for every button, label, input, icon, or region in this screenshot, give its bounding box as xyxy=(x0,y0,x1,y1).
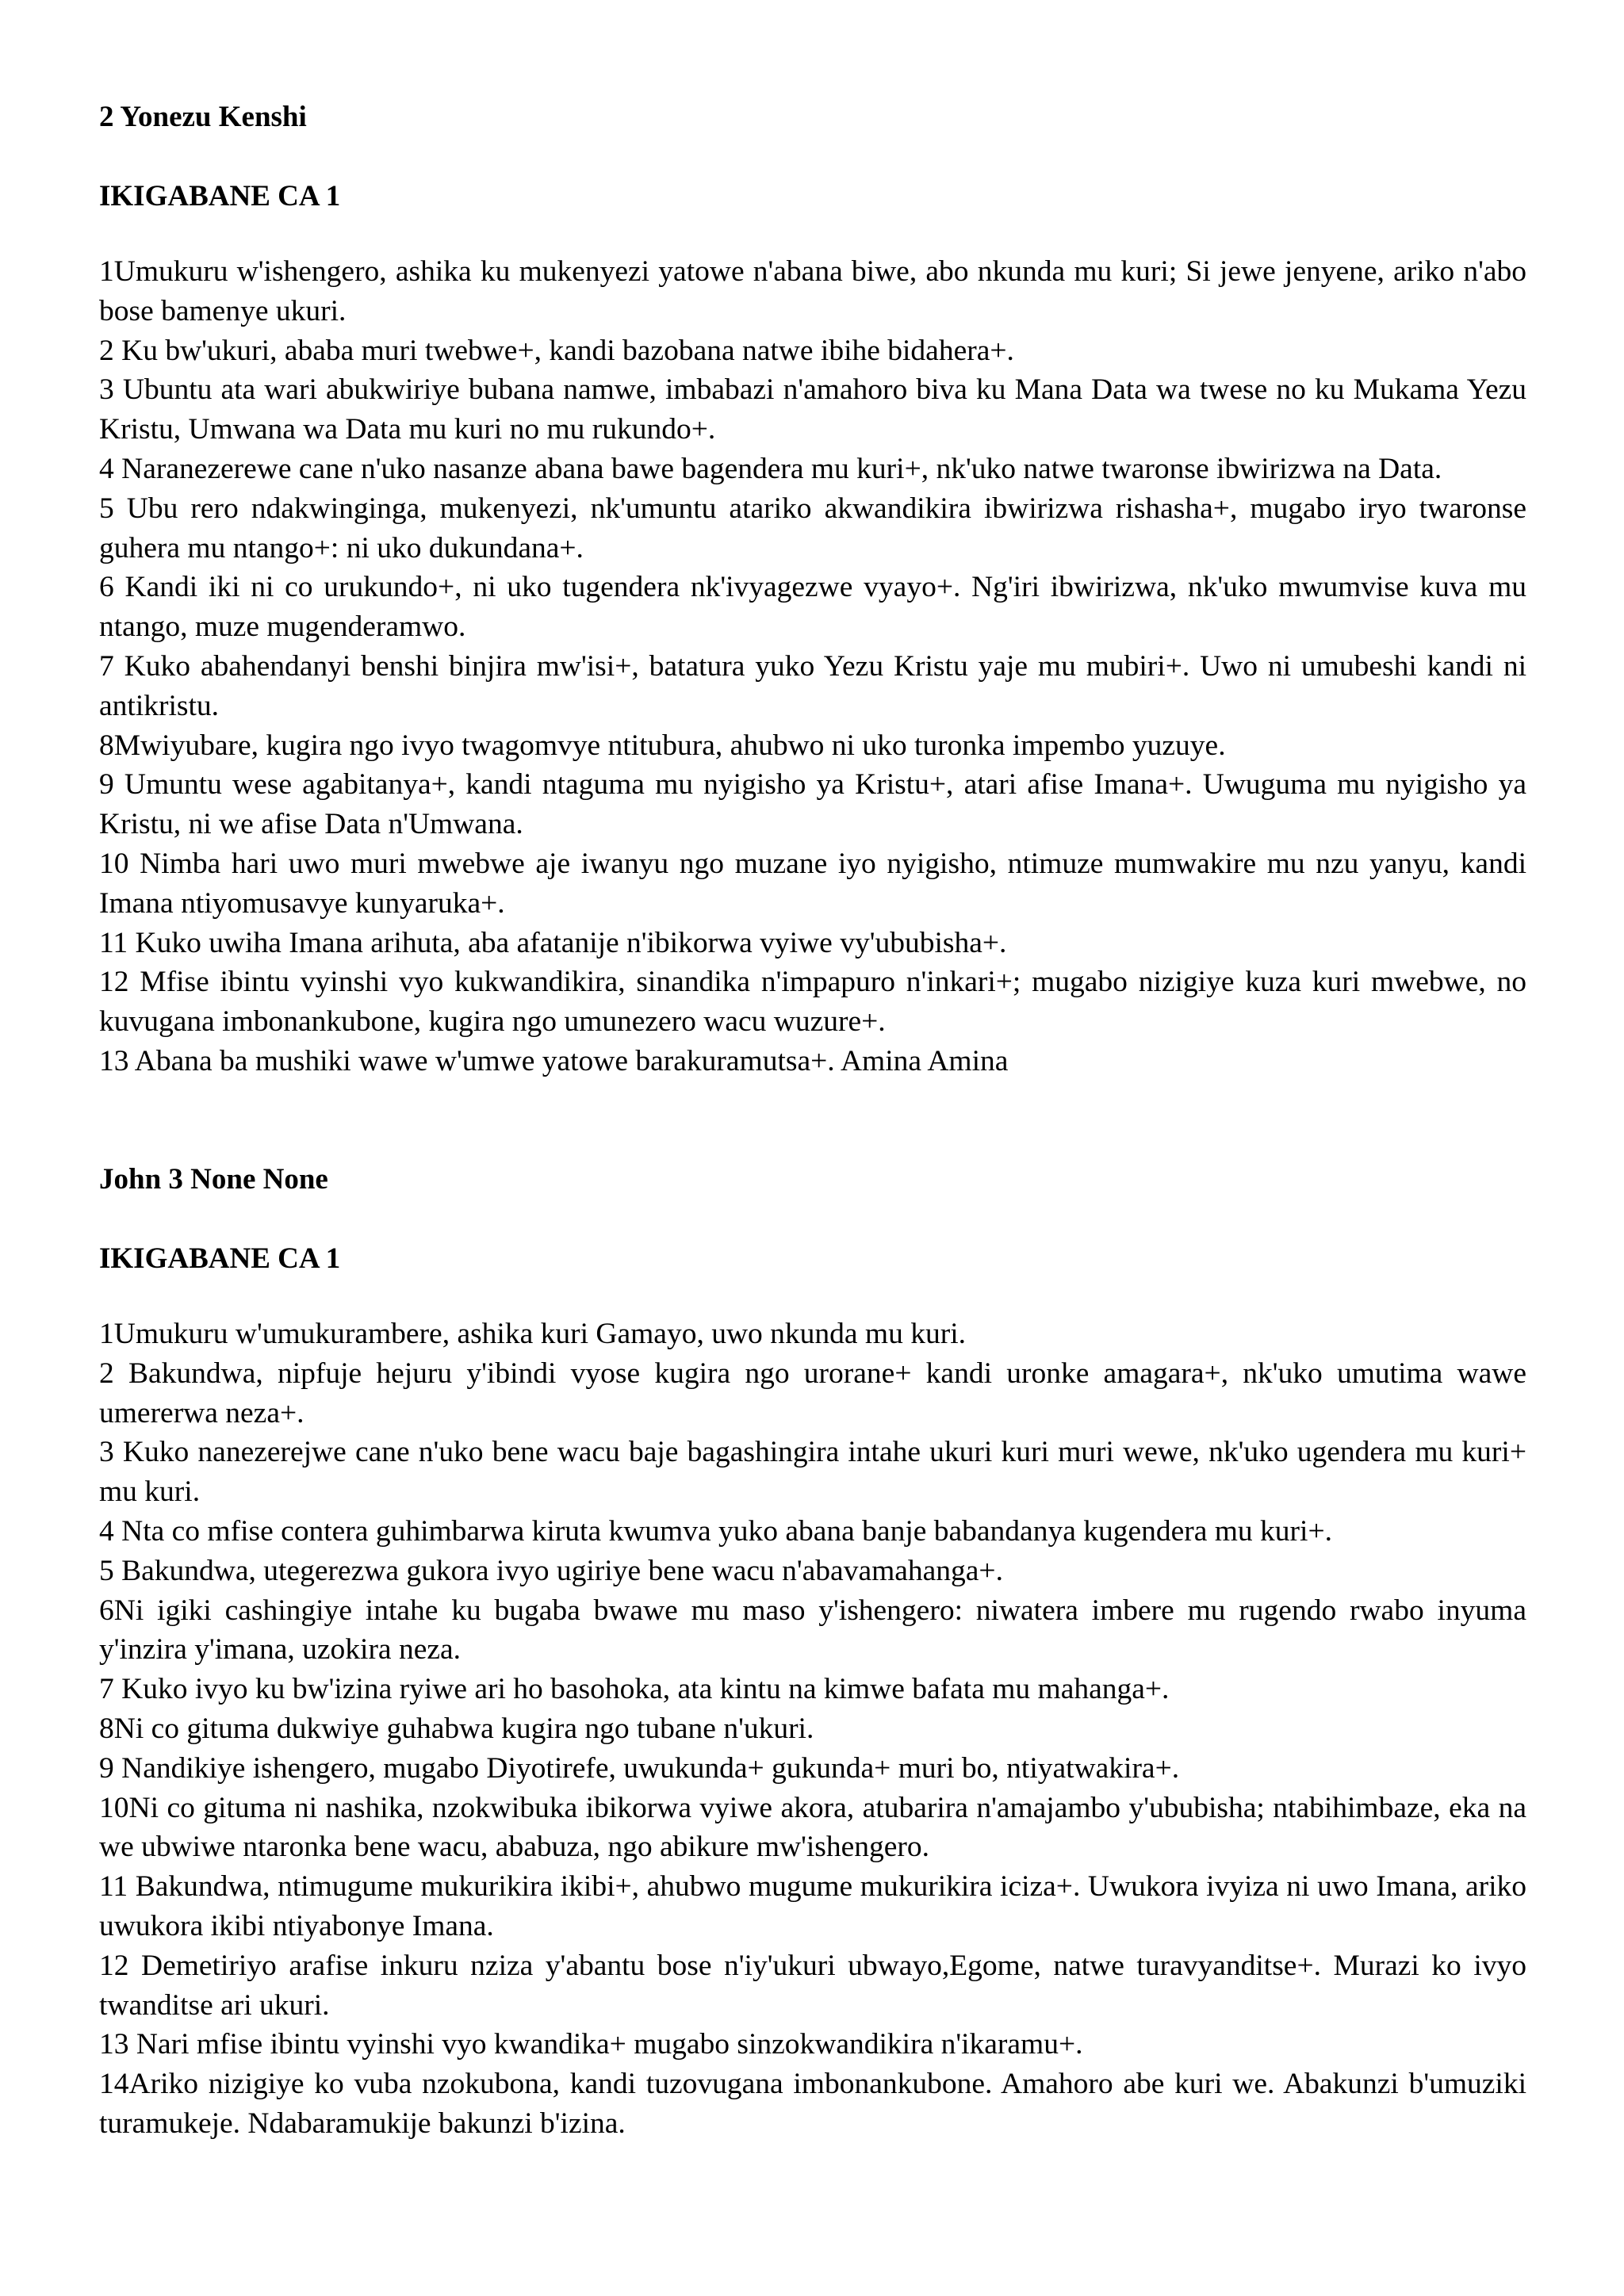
verse: 4 Nta co mfise contera guhimbarwa kiruta kwumva yuko abana banje babandanya kugendera mu kuri+. xyxy=(99,1514,1332,1548)
verse-list-1 xyxy=(99,252,1526,1081)
verse: 10 Nimba hari uwo muri mwebwe aje iwanyu ngo muzane iyo nyigisho, ntimuze mumwakire mu nzu yanyu, kandi Imana ntiyomusavye kunyaruka+. xyxy=(99,847,1526,920)
verse: 5 Ubu rero ndakwinginga, mukenyezi, nk'umuntu atariko akwandikira ibwirizwa rishasha+, mugabo iryo twaronse guhera mu ntango+: ni uko dukundana+. xyxy=(99,492,1526,564)
verse: 10Ni co gituma ni nashika, nzokwibuka ibikorwa vyiwe akora, atubarira n'amajambo y'ububisha; ntabihimbaze, eka na we ubwiwe ntaronka bene wacu, ababuza, ngo abikure mw'ishengero. xyxy=(99,1791,1526,1864)
verse: 6Ni igiki cashingiye intahe ku bugaba bwawe mu maso y'ishengero: niwatera imbere mu rugendo rwabo inyuma y'inzira y'imana, uzokira neza. xyxy=(99,1594,1526,1667)
verse: 11 Bakundwa, ntimugume mukurikira ikibi+, ahubwo mugume mukurikira iciza+. Uwukora ivyiza ni uwo Imana, ariko uwukora ikibi ntiyabonye Imana. xyxy=(99,1870,1526,1942)
verse: 11 Kuko uwiha Imana arihuta, aba afatanije n'ibikorwa vyiwe vy'ububisha+. xyxy=(99,926,1007,959)
verse: 3 Ubuntu ata wari abukwiriye bubana namwe, imbabazi n'amahoro biva ku Mana Data wa twese no ku Mukama Yezu Kristu, Umwana wa Data mu kuri no mu rukundo+. xyxy=(99,373,1526,446)
verse: 8Ni co gituma dukwiye guhabwa kugira ngo tubane n'ukuri. xyxy=(99,1712,814,1745)
verse: 7 Kuko ivyo ku bw'izina ryiwe ari ho basohoka, ata kintu na kimwe bafata mu mahanga+. xyxy=(99,1673,1170,1706)
verse: 3 Kuko nanezerejwe cane n'uko bene wacu baje bagashingira intahe ukuri kuri muri wewe, nk'uko ugendera mu kuri+ mu kuri. xyxy=(99,1436,1526,1509)
verse: 4 Naranezerewe cane n'uko nasanze abana bawe bagendera mu kuri+, nk'uko natwe twaronse ibwirizwa na Data. xyxy=(99,452,1442,485)
verse: 2 Ku bw'ukuri, ababa muri twebwe+, kandi bazobana natwe ibihe bidahera+. xyxy=(99,334,1014,367)
verse: 9 Nandikiye ishengero, mugabo Diyotirefe, uwukunda+ gukunda+ muri bo, ntiyatwakira+. xyxy=(99,1751,1180,1785)
verse: 12 Mfise ibintu vyinshi vyo kukwandikira, sinandika n'impapuro n'inkari+; mugabo nizigiye kuza kuri mwebwe, no kuvugana imbonankubone, kugira ngo umunezero wacu wuzure+. xyxy=(99,966,1526,1039)
verse: 7 Kuko abahendanyi benshi binjira mw'isi+, batatura yuko Yezu Kristu yaje mu mubiri+. Uwo ni umubeshi kandi ni antikristu. xyxy=(99,649,1526,722)
verse: 13 Abana ba mushiki wawe w'umwe yatowe barakuramutsa+. Amina Amina xyxy=(99,1044,1009,1077)
verse: 6 Kandi iki ni co urukundo+, ni uko tugendera nk'ivyagezwe vyayo+. Ng'iri ibwirizwa, nk'uko mwumvise kuva mu ntango, muze mugenderamwo. xyxy=(99,571,1526,644)
verse: 1Umukuru w'ishengero, ashika ku mukenyezi yatowe n'abana biwe, abo nkunda mu kuri; Si jewe jenyene, ariko n'abo bose bamenye ukuri. xyxy=(99,255,1526,327)
verse: 5 Bakundwa, utegerezwa gukora ivyo ugiriye bene wacu n'abavamahanga+. xyxy=(99,1554,1003,1587)
verse: 1Umukuru w'umukurambere, ashika kuri Gamayo, uwo nkunda mu kuri. xyxy=(99,1318,966,1350)
verse: 12 Demetiriyo arafise inkuru nziza y'abantu bose n'iy'ukuri ubwayo,Egome, natwe turavyanditse+. Murazi ko ivyo twanditse ari ukuri. xyxy=(99,1949,1526,2022)
chapter-heading-2: IKIGABANE CA 1 xyxy=(99,1242,341,1275)
chapter-heading-1: IKIGABANE CA 1 xyxy=(99,180,341,212)
verse-list-2 xyxy=(99,1314,1526,2144)
verse: 13 Nari mfise ibintu vyinshi vyo kwandika+ mugabo sinzokwandikira n'ikaramu+. xyxy=(99,2028,1083,2061)
verse: 14Ariko nizigiye ko vuba nzokubona, kandi tuzovugana imbonankubone. Amahoro abe kuri we. Abakunzi b'umuziki turamukeje. Ndabaramukije bakunzi b'izina. xyxy=(99,2068,1526,2140)
section-title-2: John 3 None None xyxy=(99,1163,328,1196)
verse: 8Mwiyubare, kugira ngo ivyo twagomvye ntitubura, ahubwo ni uko turonka impembo yuzuye. xyxy=(99,729,1226,762)
verse: 9 Umuntu wese agabitanya+, kandi ntaguma mu nyigisho ya Kristu+, atari afise Imana+. Uwuguma mu nyigisho ya Kristu, ni we afise Data n'Umwana. xyxy=(99,768,1526,841)
section-title-1: 2 Yonezu Kenshi xyxy=(99,101,307,133)
verse: 2 Bakundwa, nipfuje hejuru y'ibindi vyose kugira ngo urorane+ kandi uronke amagara+, nk'uko umutima wawe umererwa neza+. xyxy=(99,1357,1526,1429)
